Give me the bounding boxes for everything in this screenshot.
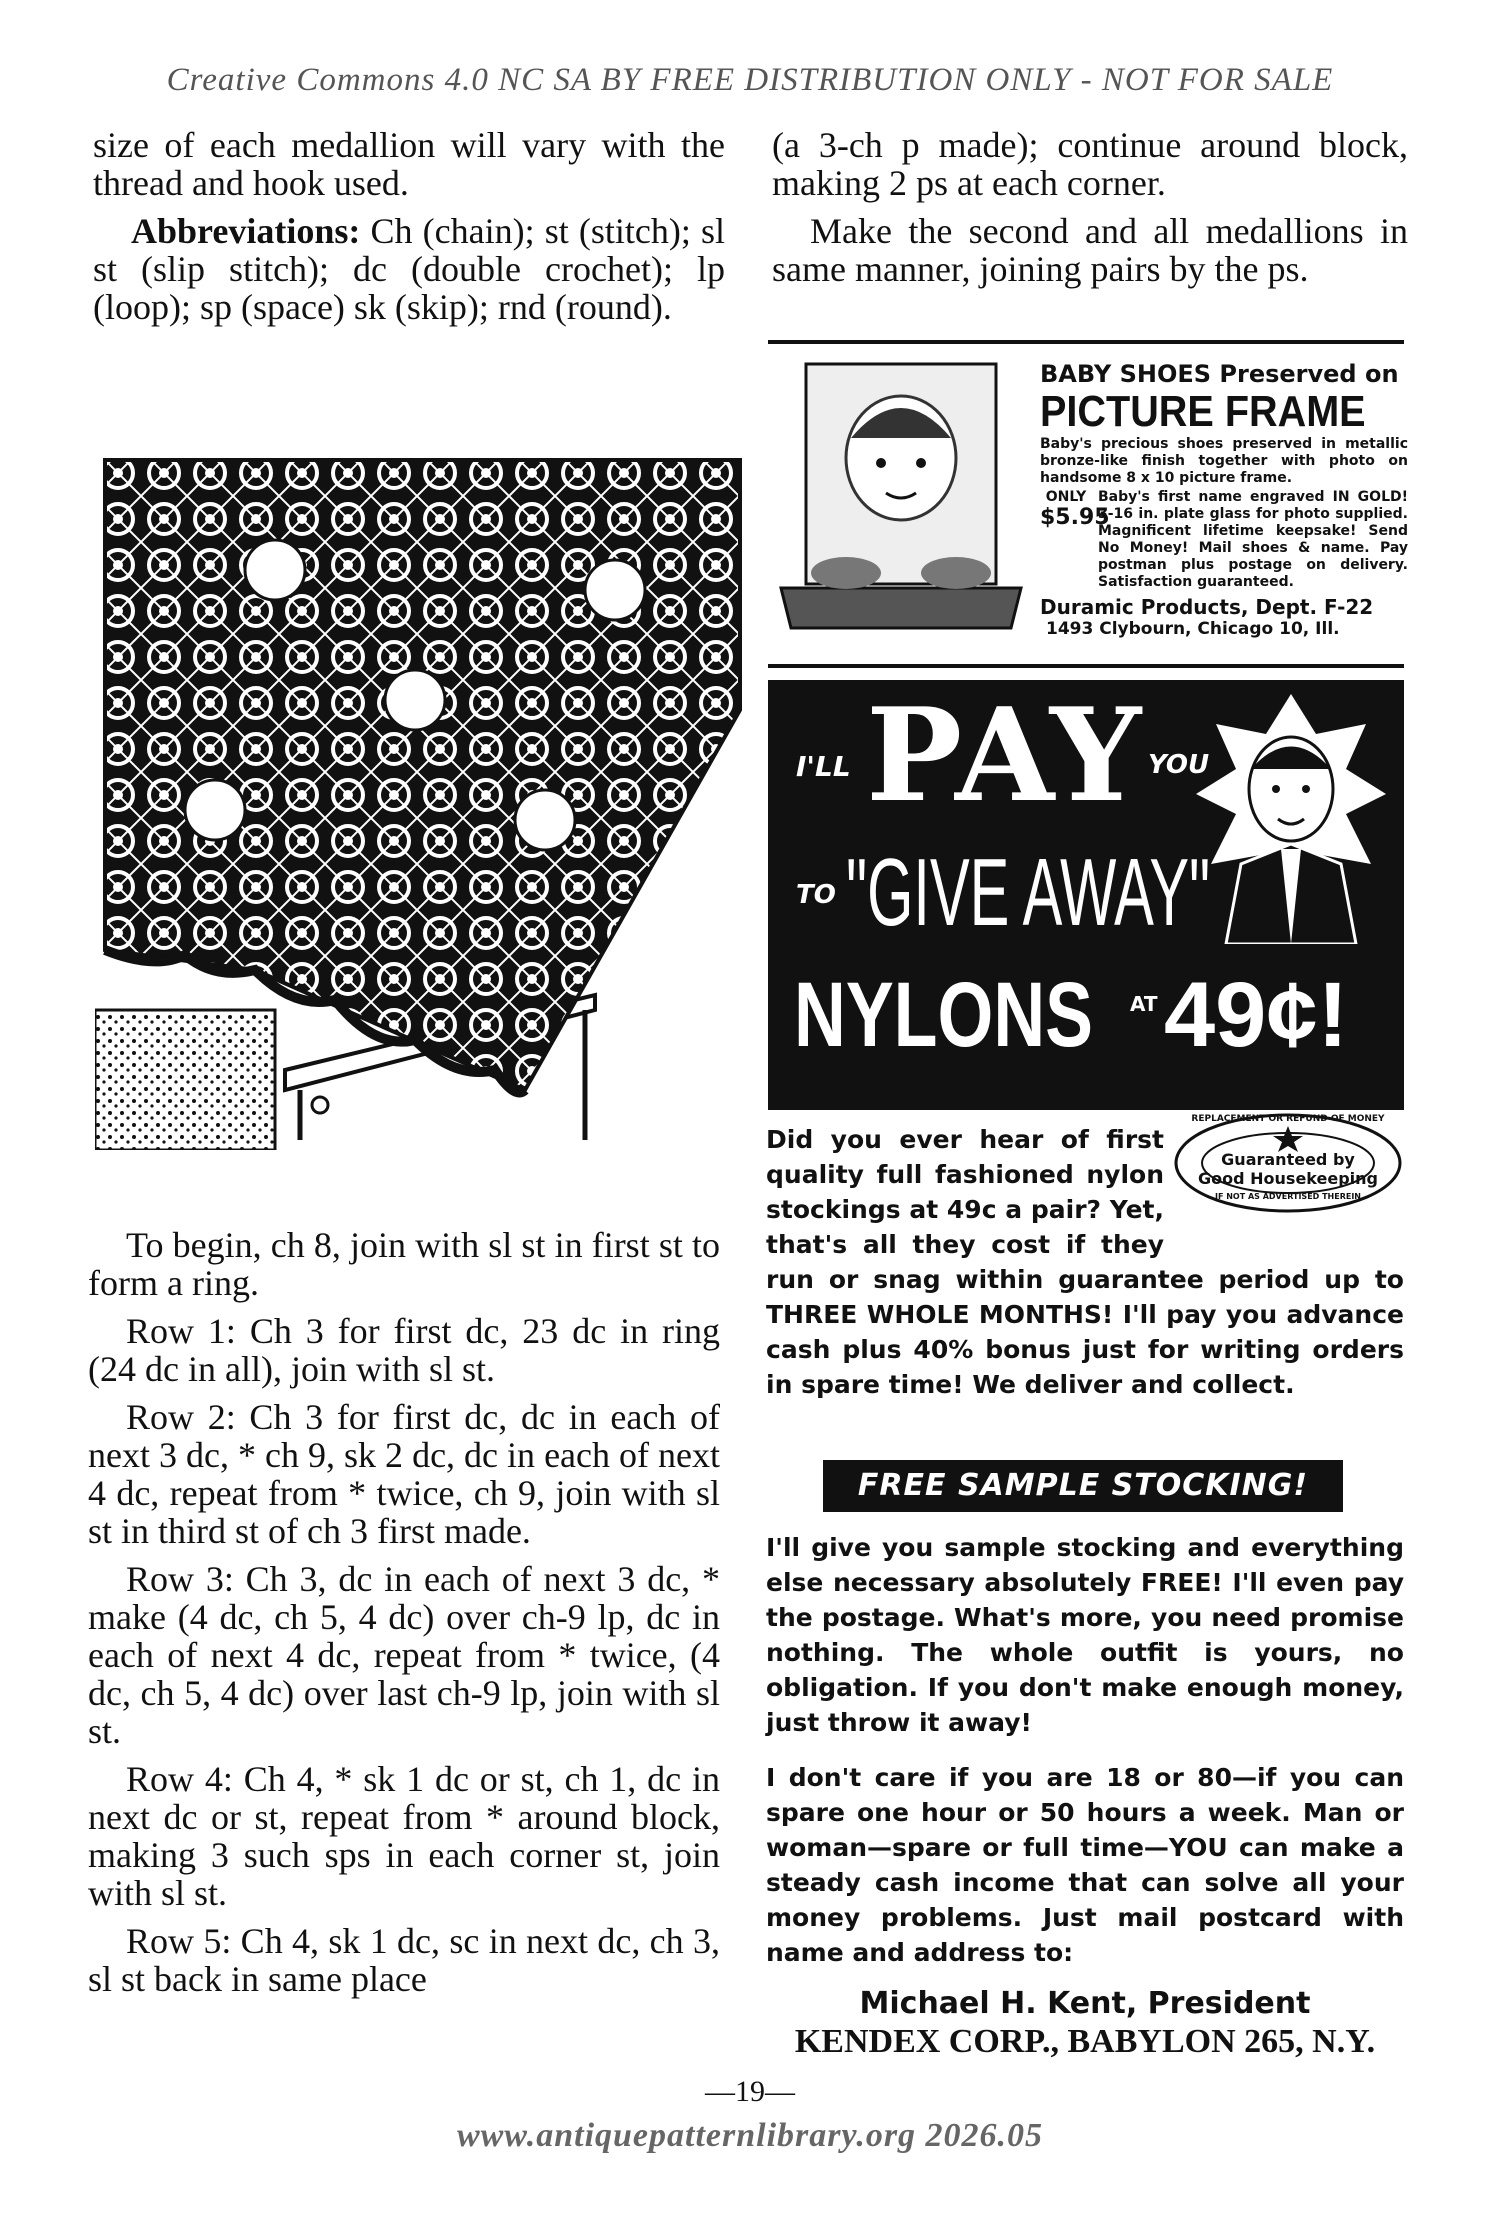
row-1: Row 1: Ch 3 for first dc, 23 dc in ring (24 dc in all), join with sl st.	[88, 1311, 720, 1389]
continuation-1: (a 3-ch p made); continue around block, making 2 ps at each corner.	[772, 125, 1408, 203]
baby-photo-frame-image	[776, 358, 1026, 634]
nylon-price: 49¢!	[1164, 964, 1349, 1066]
baby-shoes-ad	[772, 352, 1408, 662]
free-sample-banner	[823, 1460, 1343, 1512]
seal-main-1: Guaranteed by	[1221, 1150, 1355, 1169]
nylon-para-1-text: Did you ever hear of first quality full fashioned nylon stockings at 49c a pair? Yet, that's all they cost if they run or snag within guarantee period up to THREE WHOLE MONTHS! I'll pay you advance cash plus 40% bonus just for writing orders in spare time! We deliver and collect.	[766, 1125, 1404, 1399]
baby-ad-price: $5.95	[1040, 505, 1110, 530]
baby-ad-offer	[1040, 489, 1408, 591]
right-continuation	[772, 126, 1408, 298]
license-header: Creative Commons 4.0 NC SA BY FREE DISTRIBUTION ONLY - NOT FOR SALE	[166, 62, 1334, 98]
divider-top	[768, 340, 1404, 344]
nylon-to: TO	[796, 880, 836, 910]
baby-ad-price-block	[1040, 489, 1110, 591]
page-number: —19—	[705, 2075, 795, 2108]
nylon-ill: I'LL	[796, 750, 851, 783]
nylon-nylons: NYLONS	[794, 964, 1094, 1066]
row-4: Row 4: Ch 4, * sk 1 dc or st, ch 1, dc in next dc or st, repeat from * around block, making 3 such sps in each corner st, join with sl st.	[88, 1759, 720, 1913]
nylon-para-1	[766, 1122, 1404, 1402]
nylon-para-3: I don't care if you are 18 or 80—if you can spare one hour or 50 hours a week. Man or woman—spare or full time—YOU can make a steady cash income that can solve all your money problems. Just mail postcard with name and address to:	[766, 1763, 1404, 1967]
baby-ad-body-2: Baby's first name engraved IN GOLD! 3-16 in. plate glass for photo supplied. Magnificent lifetime keepsake! Send No Money! Mail shoes & name. Pay postman plus postage on delivery. Satisfaction guaranteed.	[1098, 489, 1408, 590]
abbreviations-label: Abbreviations:	[131, 211, 361, 251]
nylon-ad-copy	[766, 1122, 1404, 1402]
baby-ad-copy	[1040, 360, 1408, 639]
seal-bottom-text: IF NOT AS ADVERTISED THEREIN	[1215, 1192, 1361, 1201]
nylon-para-2: I'll give you sample stocking and everything else necessary absolutely FREE! I'll even pay the postage. What's more, you need promise nothing. The whole outfit is yours, no obligation. If you don't make enough money, just throw it away!	[766, 1533, 1404, 1737]
baby-ad-headline: PICTURE FRAME	[1040, 387, 1366, 436]
nylon-sign-2: KENDEX CORP., BABYLON 265, N.Y.	[794, 2023, 1376, 2060]
nylon-at: AT	[1130, 992, 1158, 1016]
continuation-2: Make the second and all medallions in same manner, joining pairs by the ps.	[772, 211, 1408, 289]
divider-mid	[768, 664, 1404, 668]
bedspread-illustration	[95, 450, 745, 1150]
baby-ad-company-line	[1040, 595, 1408, 619]
seal-top-text: REPLACEMENT OR REFUND OF MONEY	[1191, 1114, 1385, 1124]
nylon-signature	[766, 1985, 1404, 2061]
abbreviations-paragraph	[93, 212, 725, 326]
free-sample-banner-text: FREE SAMPLE STOCKING!	[857, 1468, 1309, 1503]
nylon-give-away: "GIVE AWAY"	[846, 839, 1211, 946]
baby-ad-company: Duramic Products, Dept.	[1040, 595, 1318, 619]
salesman-portrait-image	[1196, 694, 1386, 944]
nylon-pay: PAY	[866, 681, 1144, 831]
row-2: Row 2: Ch 3 for first dc, dc in each of next 3 dc, * ch 9, sk 2 dc, dc in each of next 4 dc, repeat from * twice, ch 9, join with sl st in third st of ch 3 first made.	[88, 1397, 720, 1551]
nylon-sign-1: Michael H. Kent, President	[859, 1986, 1311, 2021]
seal-spacer	[1164, 1122, 1404, 1232]
intro-tail: size of each medallion will vary with the thread and hook used.	[93, 125, 725, 203]
nylon-you: YOU	[1148, 750, 1210, 780]
seal-main-2: Good Housekeeping	[1198, 1169, 1378, 1188]
baby-ad-address: 1493 Clybourn, Chicago 10, Ill.	[1046, 619, 1340, 639]
begin-paragraph: To begin, ch 8, join with sl st in first st to form a ring.	[88, 1225, 720, 1303]
baby-ad-only: ONLY	[1045, 489, 1087, 505]
baby-ad-body-1: Baby's precious shoes preserved in metallic bronze-like finish together with photo on handsome 8 x 10 picture frame.	[1040, 436, 1408, 486]
baby-ad-dept: F-22	[1324, 595, 1374, 619]
footer-url: www.antiquepatternlibrary.org 2026.05	[456, 2117, 1044, 2154]
baby-ad-kicker: BABY SHOES Preserved on	[1040, 360, 1399, 388]
left-instructions	[88, 1226, 720, 2008]
abbreviations-text: Ch (chain); st (stitch); sl st (slip stitch); dc (double crochet); lp (loop); sp (space) sk (skip); rnd (round).	[93, 211, 725, 327]
left-intro	[93, 126, 725, 336]
row-5: Row 5: Ch 4, sk 1 dc, sc in next dc, ch 3, sl st back in same place	[88, 1921, 720, 1999]
nylons-pay-banner	[768, 680, 1404, 1110]
row-3: Row 3: Ch 3, dc in each of next 3 dc, * make (4 dc, ch 5, 4 dc) over ch-9 lp, dc in each of next 4 dc, repeat from * twice, (4 dc, ch 5, 4 dc) over last ch-9 lp, join with sl st.	[88, 1559, 720, 1751]
